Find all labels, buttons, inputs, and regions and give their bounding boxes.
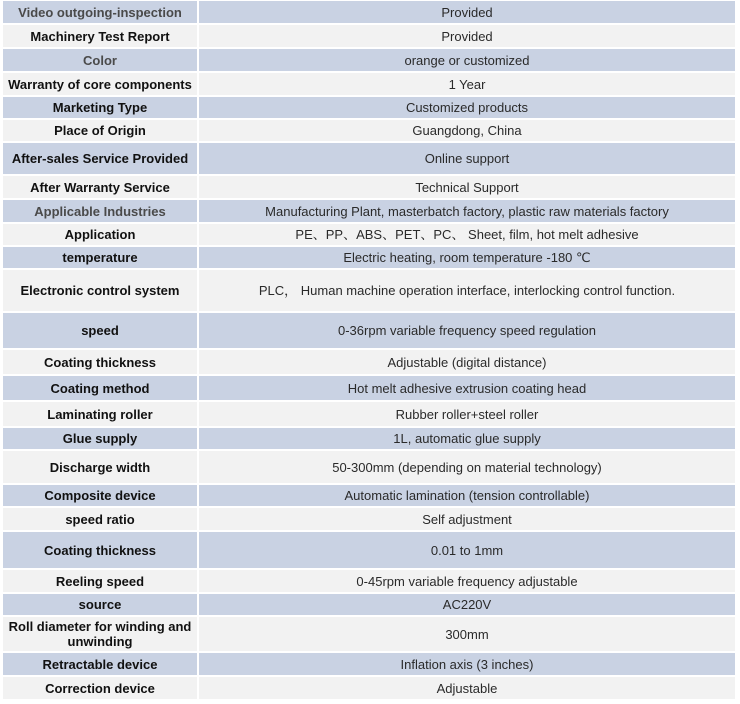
spec-label: Coating method — [3, 376, 199, 402]
table-row — [3, 247, 737, 270]
table-row — [3, 120, 737, 143]
table-row — [3, 594, 737, 617]
spec-label: Coating thickness — [3, 350, 199, 376]
spec-label: Retractable device — [3, 653, 199, 677]
spec-label: After Warranty Service — [3, 176, 199, 200]
table-row — [3, 97, 737, 120]
spec-label: Electronic control system — [3, 270, 199, 313]
spec-label: Application — [3, 224, 199, 247]
table-row — [3, 1, 737, 25]
table-row — [3, 224, 737, 247]
spec-value: 1 Year — [199, 73, 737, 97]
table-row — [3, 176, 737, 200]
spec-value: Rubber roller+steel roller — [199, 402, 737, 428]
spec-value: 300mm — [199, 617, 737, 653]
spec-label: Machinery Test Report — [3, 25, 199, 49]
spec-value: Self adjustment — [199, 508, 737, 532]
spec-value: PE、PP、ABS、PET、PC、 Sheet, film, hot melt adhesive — [199, 224, 737, 247]
spec-value: Provided — [199, 1, 737, 25]
spec-label: Coating thickness — [3, 532, 199, 570]
spec-label: Discharge width — [3, 451, 199, 485]
table-row — [3, 25, 737, 49]
table-row — [3, 49, 737, 73]
spec-value: Automatic lamination (tension controllable) — [199, 485, 737, 508]
spec-value: 50-300mm (depending on material technology) — [199, 451, 737, 485]
spec-value: PLC， Human machine operation interface, interlocking control function. — [199, 270, 737, 313]
spec-label: Correction device — [3, 677, 199, 701]
table-row — [3, 653, 737, 677]
table-row — [3, 270, 737, 313]
table-row — [3, 350, 737, 376]
spec-label: After-sales Service Provided — [3, 143, 199, 176]
spec-value: Hot melt adhesive extrusion coating head — [199, 376, 737, 402]
table-row — [3, 532, 737, 570]
spec-value: Manufacturing Plant, masterbatch factory, plastic raw materials factory — [199, 200, 737, 224]
table-row — [3, 428, 737, 451]
spec-value: orange or customized — [199, 49, 737, 73]
spec-label: Roll diameter for winding and unwinding — [3, 617, 199, 653]
spec-label: speed ratio — [3, 508, 199, 532]
spec-value: Customized products — [199, 97, 737, 120]
spec-value: Technical Support — [199, 176, 737, 200]
spec-label: source — [3, 594, 199, 617]
table-row — [3, 570, 737, 594]
table-row — [3, 313, 737, 350]
spec-label: Glue supply — [3, 428, 199, 451]
spec-table — [3, 1, 737, 701]
spec-label: temperature — [3, 247, 199, 270]
table-row — [3, 143, 737, 176]
table-row — [3, 508, 737, 532]
spec-value: AC220V — [199, 594, 737, 617]
spec-label: Composite device — [3, 485, 199, 508]
spec-value: Online support — [199, 143, 737, 176]
spec-value: 0.01 to 1mm — [199, 532, 737, 570]
spec-value: 1L, automatic glue supply — [199, 428, 737, 451]
table-row — [3, 451, 737, 485]
table-row — [3, 485, 737, 508]
spec-value: Guangdong, China — [199, 120, 737, 143]
spec-label: Applicable Industries — [3, 200, 199, 224]
spec-label: Reeling speed — [3, 570, 199, 594]
table-row — [3, 617, 737, 653]
table-row — [3, 402, 737, 428]
table-row — [3, 677, 737, 701]
spec-value: Electric heating, room temperature -180 ℃ — [199, 247, 737, 270]
table-row — [3, 73, 737, 97]
spec-label: Laminating roller — [3, 402, 199, 428]
spec-value: 0-45rpm variable frequency adjustable — [199, 570, 737, 594]
table-row — [3, 200, 737, 224]
spec-label: Video outgoing-inspection — [3, 1, 199, 25]
spec-label: Color — [3, 49, 199, 73]
spec-value: Provided — [199, 25, 737, 49]
spec-label: Marketing Type — [3, 97, 199, 120]
spec-value: Inflation axis (3 inches) — [199, 653, 737, 677]
table-row — [3, 376, 737, 402]
spec-label: speed — [3, 313, 199, 350]
spec-label: Warranty of core components — [3, 73, 199, 97]
spec-value: 0-36rpm variable frequency speed regulation — [199, 313, 737, 350]
spec-value: Adjustable (digital distance) — [199, 350, 737, 376]
spec-label: Place of Origin — [3, 120, 199, 143]
spec-value: Adjustable — [199, 677, 737, 701]
